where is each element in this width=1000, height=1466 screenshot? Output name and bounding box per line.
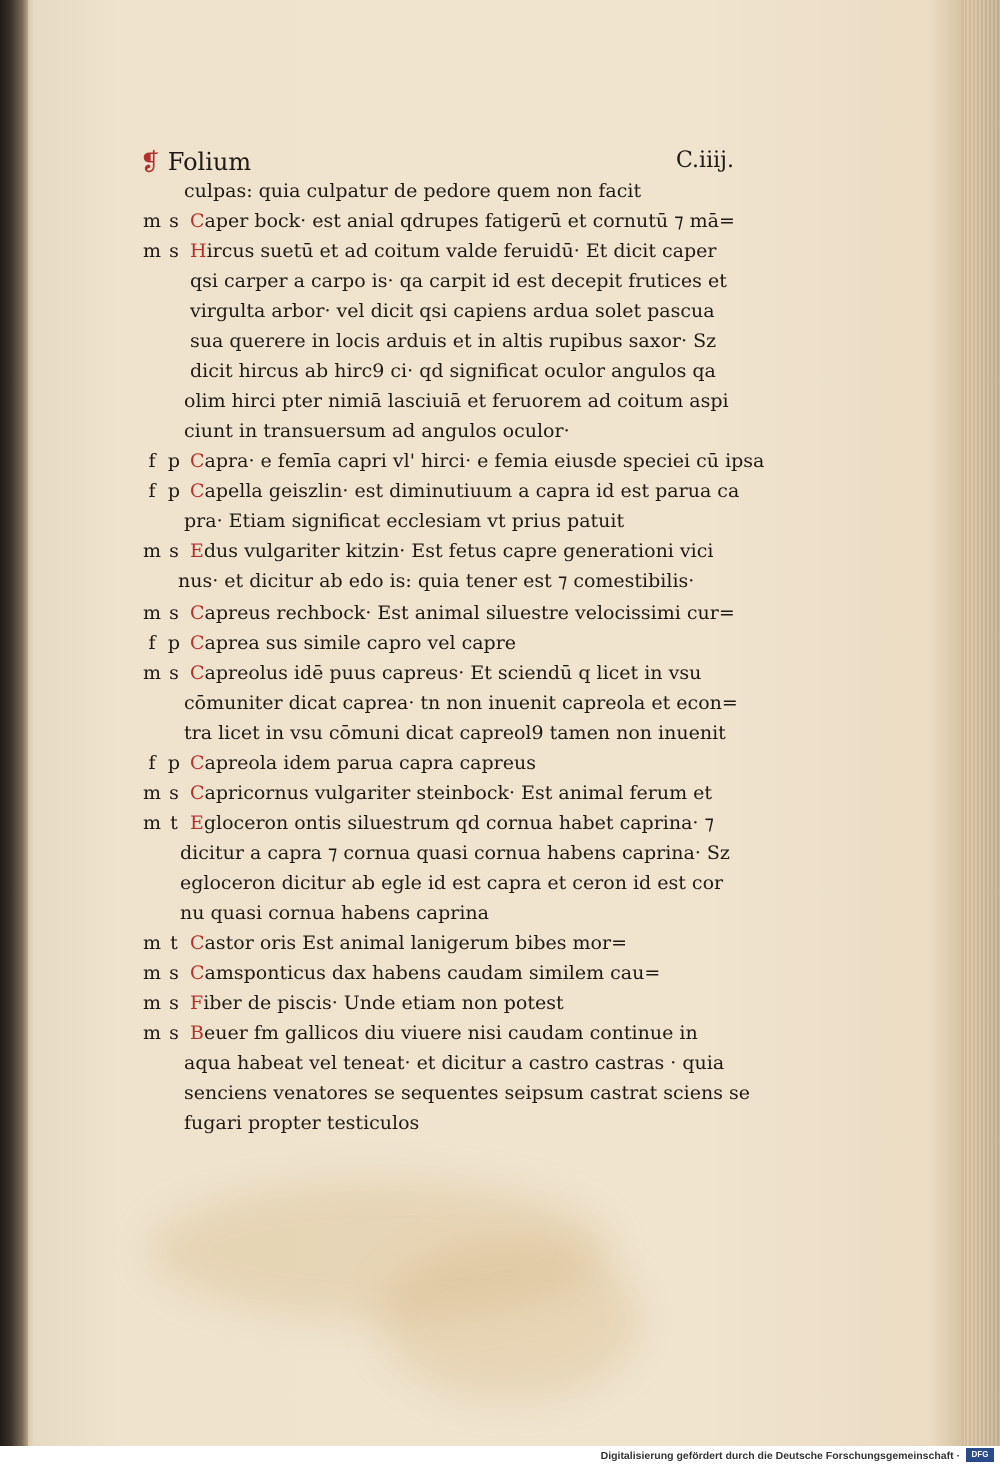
form-marker: t xyxy=(170,932,178,954)
dfg-logo: DFG xyxy=(966,1448,994,1462)
gender-marker: m xyxy=(142,812,162,834)
form-marker: s xyxy=(169,992,179,1014)
line-text: Capella geiszlin· est diminutiuum a capra id est parua ca xyxy=(190,480,740,502)
form-marker: p xyxy=(167,450,181,472)
line-text: culpas: quia culpatur de pedore quem non facit xyxy=(184,180,642,202)
line-text: Egloceron ontis siluestrum qd cornua habet caprina· ⁊ xyxy=(190,812,714,834)
folio-number: C.iiij. xyxy=(676,148,734,173)
form-marker: s xyxy=(169,782,179,804)
line-text: egloceron dicitur ab egle id est capra et ceron id est cor xyxy=(180,872,724,894)
line-text: Camsponticus dax habens caudam similem cau= xyxy=(190,962,661,984)
form-marker: s xyxy=(169,540,179,562)
running-head-text: Folium xyxy=(167,148,252,176)
footer-credit: Digitalisierung gefördert durch die Deutsche Forschungsgemeinschaft · xyxy=(600,1450,960,1462)
line-text: cōmuniter dicat caprea· tn non inuenit capreola et econ= xyxy=(184,692,738,714)
gender-marker: m xyxy=(142,662,162,684)
text-line xyxy=(140,782,740,810)
gender-marker: m xyxy=(142,602,162,624)
line-text: nus· et dicitur ab edo is: quia tener est ⁊ comestibilis· xyxy=(178,570,695,592)
line-text: dicit hircus ab hirc9 ci· qd significat oculor angulos qa xyxy=(190,360,716,382)
text-line xyxy=(140,480,740,508)
line-text: tra licet in vsu cōmuni dicat capreol9 tamen non inuenit xyxy=(184,722,726,744)
gender-marker: f xyxy=(148,632,156,654)
gender-marker: m xyxy=(142,932,162,954)
line-text: Capreolus idē puus capreus· Et sciendū q licet in vsu xyxy=(190,662,702,684)
form-marker: p xyxy=(167,480,181,502)
text-line xyxy=(140,1082,750,1110)
footer-bar xyxy=(0,1446,1000,1466)
line-text: dicitur a capra ⁊ cornua quasi cornua habens caprina· Sz xyxy=(180,842,730,864)
gender-marker: m xyxy=(142,962,162,984)
text-line xyxy=(140,300,740,328)
text-line xyxy=(140,390,740,418)
rubric-initial: C xyxy=(190,962,205,984)
page-edges xyxy=(964,0,1000,1446)
book-gutter xyxy=(0,0,28,1446)
rubric-initial: F xyxy=(190,992,204,1014)
text-line xyxy=(140,722,740,750)
gender-marker: m xyxy=(142,240,162,262)
text-line xyxy=(140,360,740,388)
paragraph-mark: ❡ xyxy=(140,148,161,176)
line-text: Hircus suetū et ad coitum valde feruidū· Et dicit caper xyxy=(190,240,717,262)
line-text: Caprea sus simile capro vel capre xyxy=(190,632,517,654)
line-text: pra· Etiam significat ecclesiam vt prius patuit xyxy=(184,510,625,532)
line-text: sua querere in locis arduis et in altis rupibus saxor· Sz xyxy=(190,330,717,352)
line-text: aqua habeat vel teneat· et dicitur a castro castras · quia xyxy=(184,1052,725,1074)
text-line xyxy=(140,450,765,478)
line-text: Caper bock· est anial qdrupes fatigerū et cornutū ⁊ mā= xyxy=(190,210,735,232)
text-line xyxy=(140,602,740,630)
line-text: nu quasi cornua habens caprina xyxy=(180,902,489,924)
form-marker: p xyxy=(167,632,181,654)
form-marker: s xyxy=(169,240,179,262)
text-line xyxy=(140,1022,740,1050)
gender-marker: f xyxy=(148,752,156,774)
rubric-initial: C xyxy=(190,932,205,954)
rubric-initial: C xyxy=(190,632,205,654)
line-text: Edus vulgariter kitzin· Est fetus capre generationi vici xyxy=(190,540,714,562)
text-line xyxy=(140,210,740,238)
text-line xyxy=(140,270,740,298)
text-line xyxy=(140,510,740,538)
rubric-initial: C xyxy=(190,662,205,684)
form-marker: s xyxy=(169,602,179,624)
text-line xyxy=(140,662,740,690)
text-line xyxy=(140,692,740,720)
text-line xyxy=(140,812,740,840)
text-line xyxy=(140,540,740,568)
text-line xyxy=(140,752,740,780)
line-text: Capra· e femīa capri vl' hirci· e femia eiusde speciei cū ipsa xyxy=(190,450,765,472)
rubric-initial: C xyxy=(190,602,205,624)
line-text: Capricornus vulgariter steinbock· Est animal ferum et xyxy=(190,782,713,804)
rubric-initial: C xyxy=(190,480,205,502)
water-stain xyxy=(380,1240,640,1400)
form-marker: s xyxy=(169,210,179,232)
form-marker: p xyxy=(167,752,181,774)
form-marker: s xyxy=(169,1022,179,1044)
line-text: Fiber de piscis· Unde etiam non potest xyxy=(190,992,564,1014)
text-line xyxy=(140,1112,740,1140)
rubric-initial: B xyxy=(190,1022,204,1044)
text-line xyxy=(140,872,740,900)
gender-marker: m xyxy=(142,210,162,232)
text-line xyxy=(140,932,740,960)
gender-marker: m xyxy=(142,782,162,804)
rubric-initial: C xyxy=(190,752,205,774)
gender-marker: f xyxy=(148,480,156,502)
gender-marker: m xyxy=(142,992,162,1014)
text-line xyxy=(140,570,740,598)
line-text: senciens venatores se sequentes seipsum castrat sciens se xyxy=(184,1082,750,1104)
form-marker: t xyxy=(170,812,178,834)
text-line xyxy=(140,330,740,358)
gender-marker: f xyxy=(148,450,156,472)
line-text: virgulta arbor· vel dicit qsi capiens ardua solet pascua xyxy=(190,300,715,322)
line-text: Beuer fm gallicos diu viuere nisi caudam continue in xyxy=(190,1022,698,1044)
line-text: ciunt in transuersum ad angulos oculor· xyxy=(184,420,570,442)
text-line xyxy=(140,240,740,268)
text-line xyxy=(140,962,740,990)
text-line xyxy=(140,1052,740,1080)
gender-marker: m xyxy=(142,1022,162,1044)
rubric-initial: E xyxy=(190,812,204,834)
text-line xyxy=(140,902,740,930)
running-head-left xyxy=(140,148,251,176)
line-text: Castor oris Est animal lanigerum bibes mor= xyxy=(190,932,627,954)
line-text: Capreola idem parua capra capreus xyxy=(190,752,536,774)
line-text: olim hirci pter nimiā lasciuiā et feruorem ad coitum aspi xyxy=(184,390,729,412)
line-text: qsi carper a carpo is· qa carpit id est decepit frutices et xyxy=(190,270,727,292)
rubric-initial: E xyxy=(190,540,204,562)
line-text: fugari propter testiculos xyxy=(184,1112,420,1134)
rubric-initial: C xyxy=(190,450,205,472)
text-line xyxy=(140,420,740,448)
text-line xyxy=(140,842,740,870)
gender-marker: m xyxy=(142,540,162,562)
form-marker: s xyxy=(169,662,179,684)
rubric-initial: C xyxy=(190,210,205,232)
form-marker: s xyxy=(169,962,179,984)
rubric-initial: H xyxy=(190,240,207,262)
rubric-initial: C xyxy=(190,782,205,804)
text-line xyxy=(140,632,740,660)
text-line xyxy=(140,992,740,1020)
text-line xyxy=(140,180,740,208)
line-text: Capreus rechbock· Est animal siluestre velocissimi cur= xyxy=(190,602,735,624)
